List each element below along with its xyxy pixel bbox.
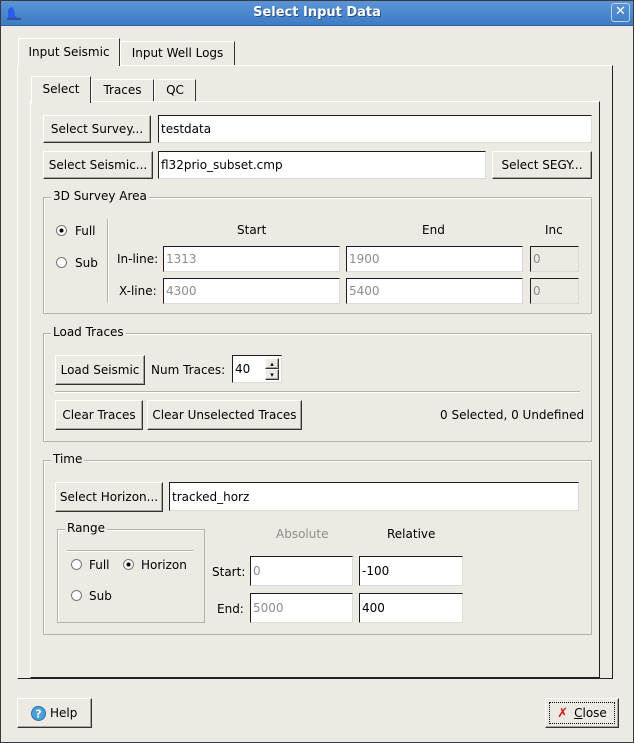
num-traces-stepper[interactable]	[232, 355, 282, 383]
time-start-label: Start:	[212, 565, 246, 579]
divider	[55, 391, 580, 393]
tab-label: Input Seismic	[28, 45, 110, 59]
stepper-up-button[interactable]: ▴	[265, 358, 279, 369]
absolute-start-field[interactable]: 0	[250, 556, 353, 586]
clear-unselected-traces-button[interactable]: Clear Unselected Traces	[147, 400, 302, 430]
tab-label: Traces	[103, 83, 142, 97]
tab-label: Input Well Logs	[131, 46, 224, 60]
col-absolute-header: Absolute	[276, 527, 329, 541]
select-segy-button[interactable]: Select SEGY...	[492, 151, 592, 179]
divider	[67, 550, 193, 552]
help-button[interactable]	[17, 698, 92, 728]
inline-start-field[interactable]: 1313	[163, 246, 340, 272]
survey-field[interactable]: testdata	[158, 115, 592, 143]
load-seismic-button[interactable]: Load Seismic	[55, 355, 145, 385]
close-mnemonic: C	[574, 706, 583, 720]
horizon-field[interactable]: tracked_horz	[169, 482, 579, 511]
close-label: lose	[582, 706, 607, 720]
window-title: Select Input Data	[253, 5, 381, 20]
time-end-label: End:	[217, 602, 244, 616]
range-radio-horizon-label[interactable]: Horizon	[141, 558, 187, 572]
close-icon: ✗	[557, 705, 569, 721]
range-radio-full-icon[interactable]	[71, 559, 82, 570]
window-close-icon[interactable]: ✕	[611, 3, 630, 22]
svg-text:?: ?	[35, 707, 42, 720]
col-end-header: End	[422, 223, 445, 237]
radio-sub-icon[interactable]	[56, 257, 67, 268]
xline-label: X-line:	[119, 284, 157, 298]
close-button[interactable]	[545, 698, 619, 728]
select-horizon-button[interactable]: Select Horizon...	[55, 482, 163, 512]
divider	[107, 219, 109, 303]
xline-inc-field[interactable]: 0	[530, 278, 579, 304]
focus-ring	[549, 702, 615, 724]
help-icon	[31, 706, 46, 721]
tab-label: Select	[42, 82, 80, 96]
help-label: Help	[50, 706, 78, 720]
time-title: Time	[53, 452, 83, 466]
tab-qc[interactable]	[154, 79, 196, 102]
relative-start-field[interactable]: -100	[359, 556, 463, 586]
tab-label: QC	[166, 83, 184, 97]
inline-inc-field[interactable]: 0	[530, 246, 579, 272]
xline-end-field[interactable]: 5400	[346, 278, 523, 304]
tab-select[interactable]	[31, 76, 91, 103]
tab-input-seismic[interactable]	[18, 38, 120, 66]
range-radio-sub-label[interactable]: Sub	[89, 589, 112, 603]
select-survey-button[interactable]: Select Survey...	[43, 115, 151, 143]
radio-sub-label[interactable]: Sub	[75, 256, 98, 270]
tab-input-well-logs[interactable]	[120, 41, 235, 65]
range-radio-sub-icon[interactable]	[71, 590, 82, 601]
absolute-end-field[interactable]: 5000	[250, 593, 353, 623]
xline-start-field[interactable]: 4300	[163, 278, 340, 304]
clear-traces-button[interactable]: Clear Traces	[55, 400, 143, 430]
col-start-header: Start	[237, 223, 267, 237]
inline-end-field[interactable]: 1900	[346, 246, 523, 272]
load-traces-title: Load Traces	[53, 325, 124, 339]
select-seismic-button[interactable]: Select Seismic...	[43, 151, 153, 179]
range-title: Range	[67, 521, 106, 535]
stepper-down-button[interactable]: ▾	[265, 369, 279, 380]
tab-traces[interactable]	[91, 79, 154, 102]
traces-status: 0 Selected, 0 Undefined	[440, 408, 585, 422]
radio-full-label[interactable]: Full	[75, 224, 96, 238]
seismic-field[interactable]: fl32prio_subset.cmp	[158, 151, 486, 179]
col-inc-header: Inc	[545, 223, 563, 237]
inline-label: In-line:	[117, 252, 159, 266]
range-radio-full-label[interactable]: Full	[89, 558, 110, 572]
num-traces-label: Num Traces:	[151, 363, 226, 377]
radio-full-icon[interactable]	[56, 225, 67, 236]
title-bar[interactable]	[1, 1, 633, 26]
col-relative-header: Relative	[387, 527, 436, 541]
range-group	[57, 521, 205, 623]
range-radio-horizon-icon[interactable]	[123, 559, 134, 570]
num-traces-value: 40	[235, 362, 251, 376]
survey-area-title: 3D Survey Area	[53, 189, 147, 203]
relative-end-field[interactable]: 400	[359, 593, 463, 623]
